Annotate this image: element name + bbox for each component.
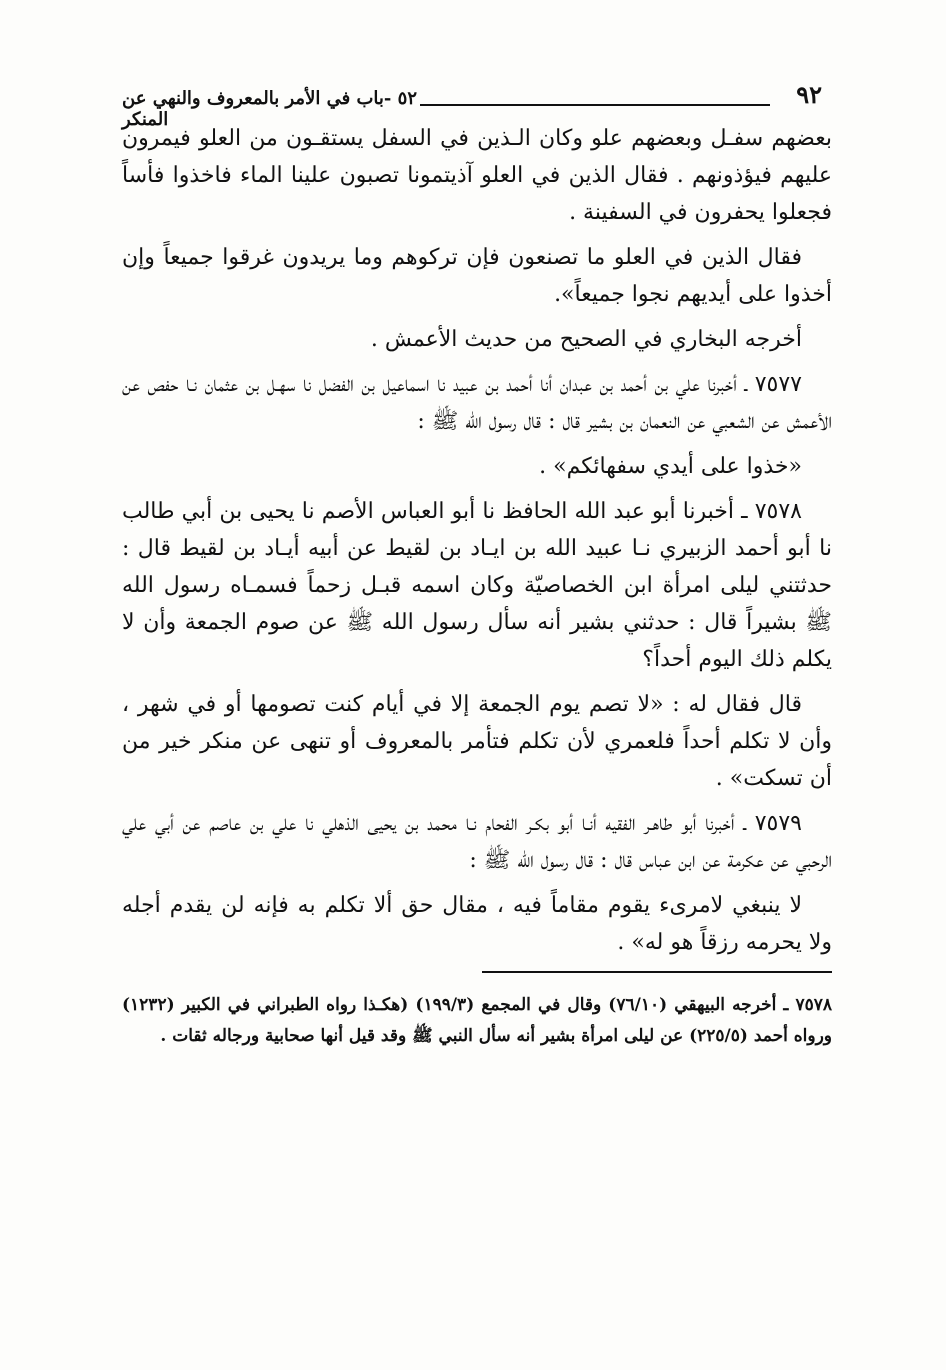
footnote-rule [482, 971, 832, 973]
paragraph: بعضهم سفـل وبعضهم علو وكان الـذين في السفل يستقـون من العلو فيمرون عليهم فيؤذونهم . فقال الذين في العلو آذيتمونا تصبون علينا الماء فاخذوا فأساً فجعلوا يحفرون في السفينة . [122, 126, 832, 225]
body-text [122, 120, 832, 961]
header-rule [420, 104, 770, 106]
paragraph: أخرجه البخاري في الصحيح من حديث الأعمش . [370, 327, 802, 352]
paragraph: ٧٥٧٩ ـ أخبرنا أبو طاهـر الفقيه أنـا أبو بكـر الفحام نـا محمد بن يحيى الذهلي نا علي بن عاصم عن أبي علي الرحبي عن عكرمة عن ابن عباس قال : قال رسول الله ﷺ : [122, 811, 832, 873]
page-number: ٩٢ [796, 80, 822, 109]
paragraph: قال فقال له : «لا تصم يوم الجمعة إلا في أيام كنت تصومها أو في شهر ، وأن لا تكلم أحداً فلعمري لأن تكلم فتأمر بالمعروف أو تنهى عن منكر خير من أن تسكت» . [122, 692, 832, 791]
paragraph: «خذوا على أيدي سفهائكم» . [539, 454, 802, 479]
paragraph: ٧٥٧٧ ـ أخبرنا علي بن أحمد بن عبدان أنا أحمد بن عبيد نا اسماعيل بن الفضل نا سهـل بن عثمان نـا حفص عن الأعمش عن الشعبي عن النعمان بن بشير قال : قال رسول الله ﷺ : [122, 372, 832, 434]
paragraph: ٧٥٧٨ ـ أخبرنا أبو عبد الله الحافظ نا أبو العباس الأصم نا يحيى بن أبي طالب نا أبو أحمد الزبيري نـا عبيد الله بن ايـاد بن لقيط عن أبيه أيـاد بن لقيط قال : حدثتني ليلى امرأة ابن الخصاصيّة وكان اسمه قبـل زحماً فسمـاه رسول الله ﷺ بشيراً قال : حدثني بشير أنه سأل رسول الله ﷺ عن صوم الجمعة وأن لا يكلم ذلك اليوم أحداً؟ [122, 499, 832, 672]
running-title: ٥٢ -باب في الأمر بالمعروف والنهي عن المنكر [122, 88, 418, 130]
page-header [122, 60, 832, 130]
book-page [122, 60, 832, 1069]
footnote: ٧٥٧٨ ـ أخرجه البيهقي (٧٦/١٠) وقال في المجمع (١٩٩/٣) (هكـذا رواه الطبراني في الكبير (١٢٣٢) ورواه أحمد (٢٢٥/٥) عن ليلى امرأة بشير أنه سأل النبي ﷺ وقد قيل أنها صحابية ورجاله ثقات . [122, 995, 832, 1046]
paragraph: لا ينبغي لامرىء يقوم مقاماً فيه ، مقال حق ألا تكلم به فإنه لن يقدم أجله ولا يحرمه رزقاً هو له» . [122, 893, 832, 955]
paragraph: فقال الذين في العلو ما تصنعون فإن تركوهم وما يريدون غرقوا جميعاً وإن أخذوا على أيديهم نجوا جميعاً». [122, 245, 832, 307]
